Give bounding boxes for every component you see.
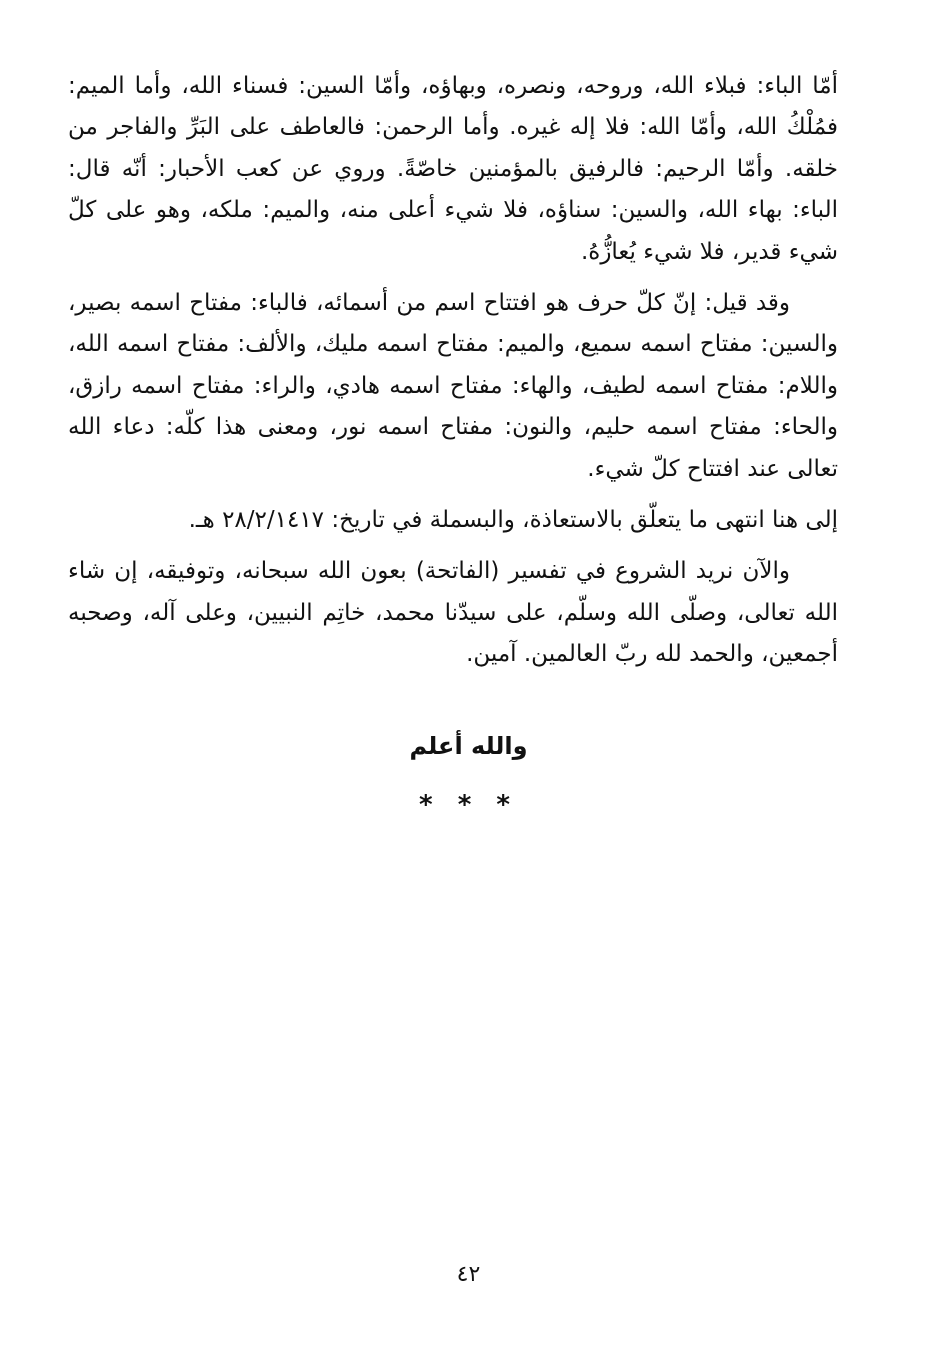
paragraph-names-keys: وقد قيل: إنّ كلّ حرف هو افتتاح اسم من أسمائه، فالباء: مفتاح اسمه بصير، والسين: مفتاح اسمه سميع، والميم: مفتاح اسمه مليك، والألف: مفتاح اسمه الله، واللام: مفتاح اسمه لطيف، والهاء: مفتاح اسمه هادي، والراء: مفتاح اسمه رازق، والحاء: مفتاح اسمه حليم، والنون: مفتاح اسمه نور، ومعنى هذا كلّه: دعاء الله تعالى عند افتتاح كلّ شيء.	[68, 290, 838, 482]
page-number: ٤٢	[456, 1262, 481, 1287]
paragraph-end-date: إلى هنا انتهى ما يتعلّق بالاستعاذة، والبسملة في تاريخ: ٢٨/٢/١٤١٧ هـ.	[188, 507, 838, 534]
section-separator: * * *	[419, 790, 518, 820]
paragraph-letters-meaning: أمّا الباء: فبلاء الله، وروحه، ونصره، وبهاؤه، وأمّا السين: فسناء الله، وأما الميم: فمُلْكُ الله، وأمّا الله: فلا إله غيره. وأما الرحمن: فالعاطف على البَرِّ والفاجر من خلقه. وأمّا الرحيم: فالرفيق بالمؤمنين خاصّةً. وروي عن كعب الأحبار: أنّه قال: الباء: بهاء الله، والسين: سناؤه، فلا شيء أعلى منه، والميم: ملكه، وهو على كلّ شيء قدير، فلا شيء يُعازُّهُ.	[68, 73, 838, 265]
closing-phrase: والله أعلم	[409, 732, 528, 760]
paragraph-fatiha-intro: والآن نريد الشروع في تفسير (الفاتحة) بعون الله سبحانه، وتوفيقه، إن شاء الله تعالى، وصلّى الله وسلّم، على سيدّنا محمد، خاتِم النبيين، وعلى آله، وصحبه أجمعين، والحمد لله ربّ العالمين. آمين.	[68, 558, 838, 668]
body-text	[68, 66, 838, 676]
